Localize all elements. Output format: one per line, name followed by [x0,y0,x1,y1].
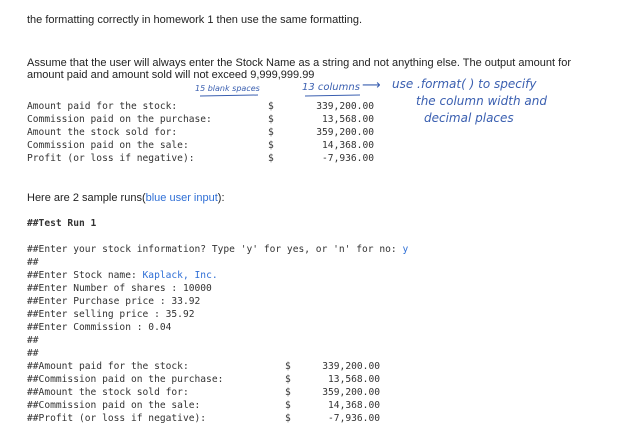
example-value: 359,200.00 [316,127,374,138]
result-value: 13,568.00 [328,374,380,385]
result-label: ##Commission paid on the sale: [27,400,201,411]
blank-line: ## [27,335,39,346]
stock-name-line [27,269,218,282]
example-label: Commission paid on the purchase: [27,114,212,125]
purchase-line: ##Enter Purchase price : 33.92 [27,296,201,307]
annotation-column-width: the column width and [416,94,547,108]
example-value: 14,368.00 [322,140,374,151]
example-label: Commission paid on the sale: [27,140,189,151]
intro-line-1: the formatting correctly in homework 1 then use the same formatting. [27,14,363,26]
result-value: 339,200.00 [322,361,380,372]
intro-line-3: amount paid and amount sold will not exceed 9,999,999.99 [27,69,315,81]
sample-intro-text: Here are 2 sample runs( [27,192,146,204]
test-run-title: ##Test Run 1 [27,218,97,229]
result-label: ##Commission paid on the purchase: [27,374,224,385]
prompt-answer: y [402,244,409,255]
commission-line: ##Enter Commission : 0.04 [27,322,172,333]
example-label: Amount the stock sold for: [27,127,178,138]
result-label: ##Amount the stock sold for: [27,387,189,398]
annotation-use-format: use .format( ) to specify [392,77,537,91]
sample-intro [27,192,225,204]
example-currency: $ [268,114,274,125]
annotation-blank-spaces: 15 blank spaces [195,84,260,93]
example-label: Amount paid for the stock: [27,101,178,112]
example-currency: $ [268,101,274,112]
stock-name-value: Kaplack, Inc. [142,270,218,281]
example-label: Profit (or loss if negative): [27,153,195,164]
shares-line: ##Enter Number of shares : 10000 [27,283,212,294]
result-currency: $ [285,413,291,424]
stock-name-label: ##Enter Stock name: [27,270,143,281]
selling-line: ##Enter selling price : 35.92 [27,309,195,320]
result-label: ##Amount paid for the stock: [27,361,189,372]
example-value: -7,936.00 [322,153,374,164]
result-currency: $ [285,374,291,385]
prompt-text: ##Enter your stock information? Type 'y' for yes, or 'n' for no: [27,244,403,255]
blank-line: ## [27,257,39,268]
annotation-arrow-icon: ⟶ [362,78,381,93]
result-label: ##Profit (or loss if negative): [27,413,207,424]
annotation-decimal-places: decimal places [424,111,514,125]
blank-line: ## [27,348,39,359]
result-currency: $ [285,400,291,411]
result-value: -7,936.00 [328,413,380,424]
example-value: 339,200.00 [316,101,374,112]
example-currency: $ [268,140,274,151]
result-value: 14,368.00 [328,400,380,411]
example-currency: $ [268,153,274,164]
intro-line-2: Assume that the user will always enter the Stock Name as a string and not anything else. The output amount for [27,57,571,69]
example-currency: $ [268,127,274,138]
sample-intro-blue: blue user input [145,192,218,204]
annotation-columns: 13 columns [302,82,360,93]
result-currency: $ [285,387,291,398]
result-currency: $ [285,361,291,372]
result-value: 359,200.00 [322,387,380,398]
prompt-line [27,243,408,256]
sample-intro-end: ): [217,192,225,204]
example-value: 13,568.00 [322,114,374,125]
